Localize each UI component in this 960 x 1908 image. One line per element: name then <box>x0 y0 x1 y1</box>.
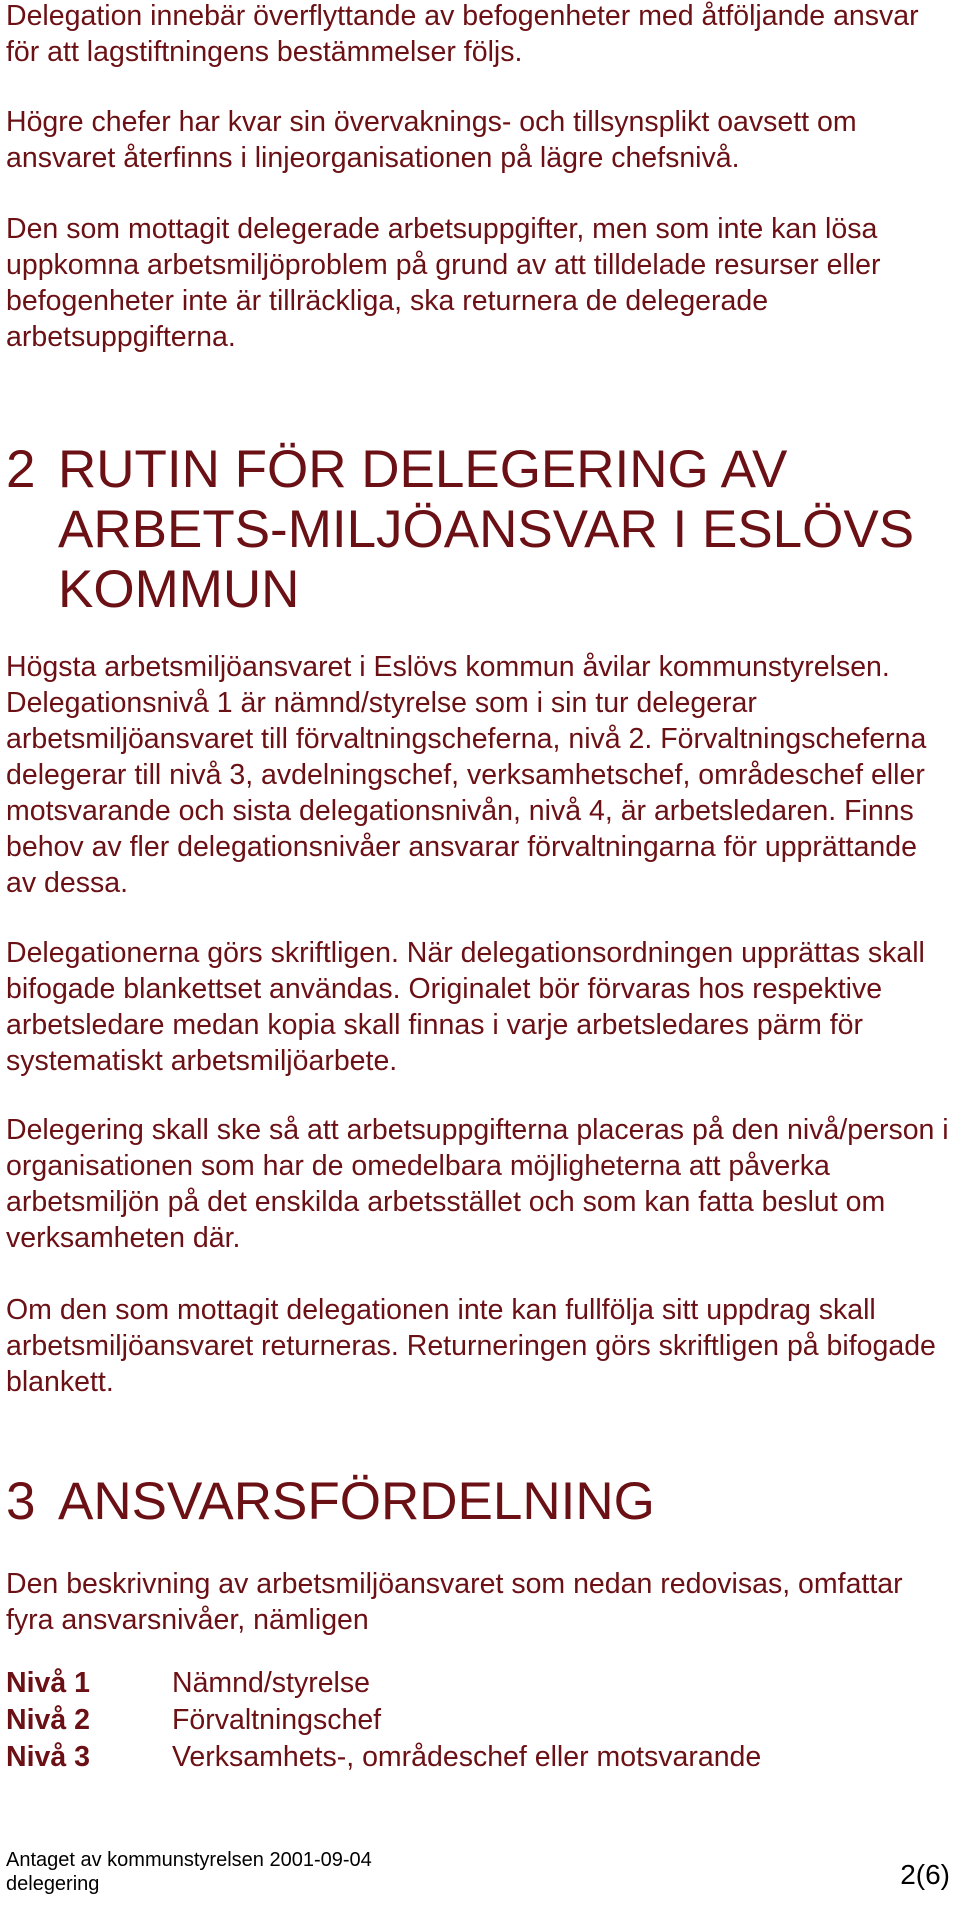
level-key: Nivå 1 <box>6 1667 90 1699</box>
paragraph-return-delegation: Om den som mottagit delegationen inte kan fullfölja sitt uppdrag skall arbetsmiljöansvaret returneras. Returneringen görs skriftligen på bifogade blankett. <box>6 1294 936 1398</box>
footer-adoption-date: Antaget av kommunstyrelsen 2001-09-04 <box>6 1849 372 1871</box>
section-2-heading <box>6 440 918 620</box>
footer-document-name: delegering <box>6 1873 100 1895</box>
page-number: 2(6) <box>900 1859 950 1890</box>
responsibility-levels-list <box>6 1665 954 1776</box>
paragraph-return-tasks: Den som mottagit delegerade arbetsuppgifter, men som inte kan lösa uppkomna arbetsmiljöproblem på grund av att tilldelade resurser eller befogenheter inte är tillräckliga, ska returnera de delegerade arbetsuppgifterna. <box>6 213 881 353</box>
paragraph-higher-managers: Högre chefer har kvar sin övervaknings- och tillsynsplikt oavsett om ansvaret återfinns i linjeorganisationen på lägre chefsnivå. <box>6 106 857 174</box>
level-row <box>6 1739 954 1776</box>
level-value: Förvaltningschef <box>172 1704 382 1736</box>
section-2-title: RUTIN FÖR DELEGERING AV ARBETS-MILJÖANSVAR I ESLÖVS KOMMUN <box>58 440 915 619</box>
level-key: Nivå 3 <box>6 1741 90 1773</box>
section-3-title: ANSVARSFÖRDELNING <box>58 1472 655 1531</box>
paragraph-written-delegations: Delegationerna görs skriftligen. När delegationsordningen upprättas skall bifogade blankettset användas. Originalet bör förvaras hos respektive arbetsledare medan kopia skall finnas i varje arbetsledares pärm för systematiskt arbetsmiljöarbete. <box>6 937 925 1077</box>
section-3-number: 3 <box>6 1472 36 1531</box>
paragraph-highest-responsibility: Högsta arbetsmiljöansvaret i Eslövs kommun åvilar kommunstyrelsen. Delegationsnivå 1 är nämnd/styrelse som i sin tur delegerar arbetsmiljöansvaret till förvaltningscheferna, nivå 2. Förvaltningscheferna delegerar till nivå 3, avdelningschef, verksamhetschef, områdeschef eller motsvarande och sista delegationsnivån, nivå 4, är arbetsledaren. Finns behov av fler delegationsnivåer ansvarar förvaltningarna för upprättande av dessa. <box>6 651 927 899</box>
section-3-heading <box>6 1472 918 1532</box>
paragraph-delegation-definition: Delegation innebär överflyttande av befogenheter med åtföljande ansvar för att lagstiftningens bestämmelser följs. <box>6 0 919 68</box>
paragraph-responsibility-levels-intro: Den beskrivning av arbetsmiljöansvaret som nedan redovisas, omfattar fyra ansvarsnivåer, nämligen <box>6 1568 903 1636</box>
paragraph-delegation-placement: Delegering skall ske så att arbetsuppgifterna placeras på den nivå/person i organisationen som har de omedelbara möjligheterna att påverka arbetsmiljön på det enskilda arbetsstället och som kan fatta beslut om verksamheten där. <box>6 1114 949 1254</box>
section-2-number: 2 <box>6 440 36 499</box>
level-row <box>6 1702 954 1739</box>
level-row <box>6 1665 954 1702</box>
level-key: Nivå 2 <box>6 1704 90 1736</box>
level-value: Nämnd/styrelse <box>172 1667 370 1699</box>
level-value: Verksamhets-, områdeschef eller motsvarande <box>172 1741 762 1773</box>
footer-left <box>6 1848 372 1896</box>
